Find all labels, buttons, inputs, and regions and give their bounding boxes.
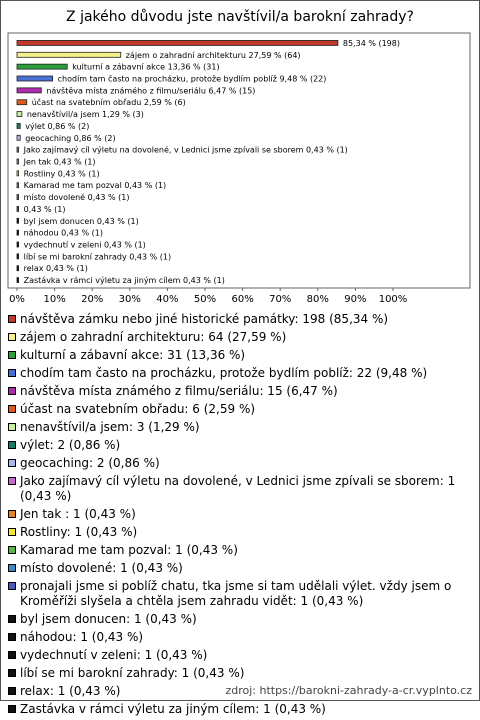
bar [17,218,19,223]
legend-label: místo dovolené: 1 (0,43 %) [20,561,183,575]
legend-swatch [8,669,16,677]
bar [17,100,27,105]
bar [17,64,67,69]
legend-label: nenavštívil/a jsem: 3 (1,29 %) [20,420,200,434]
x-tick-label: 100% [378,294,408,305]
legend-swatch [8,651,16,659]
bar [17,206,19,211]
bar [17,195,19,200]
legend-swatch [8,369,16,377]
legend-item [8,525,470,540]
legend-item [8,348,470,363]
bar-label: Jen tak 0,43 % (1) [23,157,96,167]
bar-label: zájem o zahradní architekturu 27,59 % (64) [125,50,301,60]
bar [17,112,22,117]
legend-swatch [8,405,16,413]
legend-swatch [8,459,16,467]
bar [17,171,19,176]
legend-item [8,561,470,576]
legend-item [8,456,470,471]
bar-label: relax 0,43 % (1) [23,264,88,274]
legend-swatch [8,315,16,323]
x-tick-label: 10% [43,294,66,305]
bar-label: Zastávka v rámci výletu za jiným cílem 0,43 % (1) [23,276,225,286]
legend-item [8,312,470,327]
bar-label: kulturní a zábavní akce 13,36 % (31) [72,62,220,72]
bar-label: nenavštívil/a jsem 1,29 % (3) [26,110,144,120]
legend-item [8,612,470,627]
legend-swatch [8,387,16,395]
legend-label: Jen tak : 1 (0,43 %) [20,507,136,521]
x-tick-label: 50% [193,294,217,305]
bar [17,266,19,271]
legend-swatch [8,441,16,449]
legend-swatch [8,564,16,572]
bar [17,40,338,45]
legend-item [8,474,470,504]
legend-label: kulturní a zábavní akce: 31 (13,36 %) [20,348,246,362]
x-tick-label: 40% [156,294,179,305]
legend-label: chodím tam často na procházku, protože bydlím poblíž: 22 (9,48 %) [20,366,428,380]
legend-item [8,543,470,558]
bar-label: 0,43 % (1) [23,204,66,214]
legend-item [8,702,470,717]
x-tick-label: 30% [118,294,141,305]
legend-item [8,330,470,345]
x-tick-label: 60% [231,294,254,305]
legend-swatch [8,510,16,518]
legend-label: zájem o zahradní architekturu: 64 (27,59 %) [20,330,287,344]
bar [17,135,20,140]
legend-item [8,507,470,522]
x-tick-label: 0% [9,294,25,305]
legend-item [8,384,470,399]
bar-label: náhodou 0,43 % (1) [23,228,103,238]
x-tick-label: 80% [306,294,329,305]
legend-swatch [8,705,16,713]
legend-label: pronajali jsme si poblíž chatu, tka jsme si tam udělali výlet. vždy jsem o Kroměříži slyšela a chtěla jsem zahradu vidět: 1 (0,43 %) [20,579,452,608]
legend-label: Jako zajímavý cíl výletu na dovolené, v Lednici jsme zpívali se sborem: 1 (0,43 %) [20,474,456,503]
bar [17,76,53,81]
legend-swatch [8,351,16,359]
legend-swatch [8,546,16,554]
legend-swatch [8,615,16,623]
legend-label: náhodou: 1 (0,43 %) [20,630,144,644]
legend-item [8,438,470,453]
x-tick-label: 90% [344,294,367,305]
legend-label: byl jsem donucen: 1 (0,43 %) [20,612,197,626]
legend-item [8,666,470,681]
bar [17,147,19,152]
legend-item [8,366,470,381]
legend-swatch [8,333,16,341]
legend-swatch [8,633,16,641]
bar-label: byl jsem donucen 0,43 % (1) [23,216,139,226]
bar-label: Jako zajímavý cíl výletu na dovolené, v Lednici jsme zpívali se sborem 0,43 % (1) [23,145,348,155]
bar-label: výlet 0,86 % (2) [25,121,90,131]
legend-item [8,420,470,435]
source-credit: zdroj: https://barokni-zahrady-a-cr.vyplnto.cz [225,684,472,697]
bar [17,254,19,259]
bar-label: chodím tam často na procházku, protože bydlím poblíž 9,48 % (22) [57,74,327,84]
bar-label: Rostliny 0,43 % (1) [23,169,100,179]
bar [17,52,121,57]
legend-label: líbí se mi barokní zahrady: 1 (0,43 %) [20,666,245,680]
legend-item [8,579,470,609]
legend-label: vydechnutí v zeleni: 1 (0,43 %) [20,648,208,662]
bar-label: vydechnutí v zeleni 0,43 % (1) [23,240,146,250]
bar-chart [0,0,480,310]
legend-label: výlet: 2 (0,86 %) [20,438,121,452]
legend-label: Kamarad me tam pozval: 1 (0,43 %) [20,543,238,557]
legend-label: Rostliny: 1 (0,43 %) [20,525,138,539]
legend-item [8,648,470,663]
legend-swatch [8,423,16,431]
legend-swatch [8,687,16,695]
bar-label: 85,34 % (198) [342,38,400,48]
bar-label: návštěva místa známého z filmu/seriálu 6,47 % (15) [46,86,256,96]
x-tick-label: 70% [269,294,292,305]
legend-label: návštěva zámku nebo jiné historické památky: 198 (85,34 %) [20,312,389,326]
bar [17,183,19,188]
bar [17,230,19,235]
bar-label: Kamarad me tam pozval 0,43 % (1) [23,181,167,191]
bar [17,159,19,164]
bar [17,242,19,247]
chart-title: Z jakého důvodu jste navštívil/a barokní zahrady? [66,9,414,25]
legend-swatch [8,528,16,536]
x-tick-label: 20% [81,294,104,305]
legend-label: účast na svatebním obřadu: 6 (2,59 %) [20,402,256,416]
legend-label: relax: 1 (0,43 %) [20,684,121,698]
bar-label: líbí se mi barokní zahrady 0,43 % (1) [23,252,172,262]
bar [17,278,19,283]
legend-item [8,402,470,417]
legend-item [8,630,470,645]
legend-swatch [8,582,16,590]
legend-label: geocaching: 2 (0,86 %) [20,456,160,470]
legend-label: Zastávka v rámci výletu za jiným cílem: 1 (0,43 %) [20,702,326,716]
bar-label: geocaching 0,86 % (2) [25,133,116,143]
bar-label: účast na svatebním obřadu 2,59 % (6) [31,98,186,108]
bar [17,123,20,128]
legend-swatch [8,477,16,485]
chart-legend [8,312,470,720]
legend-label: návštěva místa známého z filmu/seriálu: 15 (6,47 %) [20,384,338,398]
bar [17,88,41,93]
bar-label: místo dovolené 0,43 % (1) [23,193,130,203]
